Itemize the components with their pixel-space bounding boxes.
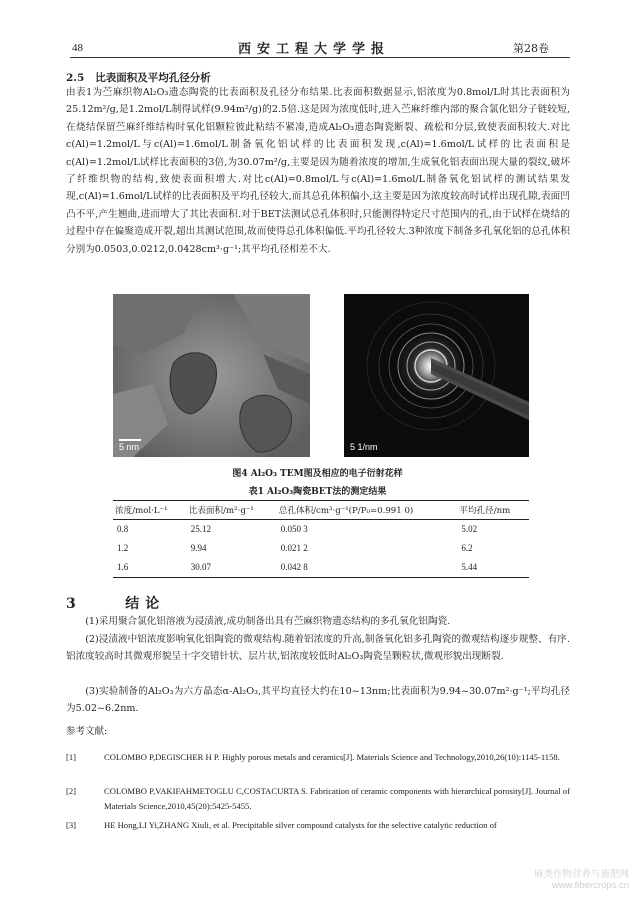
bet-results-table (113, 500, 529, 578)
reference-number: [2] (66, 786, 77, 796)
scale-label: 5 nm (119, 442, 140, 452)
cell-surface-area: 9.94 (190, 543, 207, 553)
page-number: 48 (72, 42, 83, 54)
section-paragraph: 由表1为苎麻织物Al₂O₃遗态陶瓷的比表面积及孔径分布结果.比表面积数据显示,铝浓度为0.8mol/L时其比表面积为25.12m²/g,是1.2mol/L制得试样(9.94m²/g)的2.5倍.这是因为浓度低时,进入苎麻纤维内部的聚合氯化铝分子链较短,在烧结保留苎麻纤维结构时氧化铝颗粒彼此粘结不紧凑,造成Al₂O₃遗态陶瓷断裂、疏松和分层,致使表面积较大.对比c(Al)=1.2mol/L与c(Al)=1.6mol/L制备氧化铝试样的比表面积发现,c(Al)=1.6mol/L试样的比表面积是c(Al)=1.2mol/L试样比表面积的3倍,为30.07m²/g,主要是因为随着浓度的增加,生成氧化铝表面出现大量的裂纹,破坏了纤维织物的结构,致使表面积增大.对比c(Al)=0.8mol/L与c(Al)=1.6mol/L制备氧化铝试样的测试结果发现,c(Al)=1.6mol/L试样的比表面积及平均孔径较大,而其总孔体积偏小,这主要是因为浓度较高时试样出现孔隙,表面凹凸不平,产生翘曲,进而增大了其比表面积.对于BET法测试总孔体积时,只能测得特定尺寸范围内的孔,由于试样在烧结的过程中存在偏聚造成开裂,超出其测试范围,故而使得总孔体积偏低.平均孔径较大.3种浓度下制备多孔氧化铝的总孔体积分别为0.0503,0.0212,0.0428cm³·g⁻¹;其平均孔径相差不大. (66, 87, 570, 255)
header-pore-size: 平均孔径/nm (457, 501, 529, 520)
conclusion-heading (66, 593, 165, 613)
section-number: 2.5 (66, 72, 85, 84)
journal-title: 西安工程大学学报 (238, 42, 391, 57)
watermark-url: www.fibercrops.cn (551, 880, 629, 891)
figure-caption: 图4 Al₂O₃ TEM图及相应的电子衍射花样 (232, 469, 403, 479)
watermark-text: 麻类作物营养与施肥网 (533, 869, 629, 880)
header-concentration: 浓度/mol·L⁻¹ (113, 501, 187, 520)
table-caption: 表1 Al₂O₃陶瓷BET法的测定结果 (248, 487, 387, 497)
diffraction-rings (344, 294, 529, 457)
conclusion-item: (3)实验制备的Al₂O₃为六方晶态α-Al₂O₃,其平均直径大约在10~13nm;比表面积为9.94~30.07m²·g⁻¹;平均孔径为5.02~6.2nm. (66, 686, 570, 715)
cell-pore-size: 6.2 (461, 543, 473, 553)
conclusion-title: 结论 (125, 596, 166, 612)
references-label: 参考文献: (66, 726, 108, 737)
reference-number: [3] (66, 820, 77, 830)
header-pore-volume: 总孔体积/cm³·g⁻¹(P/P₀=0.991 0) (277, 501, 458, 520)
section-title: 比表面积及平均孔径分析 (95, 72, 211, 84)
section-heading (66, 70, 211, 85)
cell-pore-volume: 0.050 3 (280, 524, 308, 534)
scale-bar (119, 439, 141, 441)
conclusion-item: (1)采用聚合氯化铝溶液为浸渍液,成功制备出具有苎麻织物遗态结构的多孔氧化铝陶瓷. (85, 616, 451, 627)
cell-surface-area: 25.12 (190, 524, 211, 534)
header-surface-area: 比表面积/m²·g⁻¹ (187, 501, 277, 520)
table-row (113, 539, 529, 558)
cell-pore-size: 5.02 (461, 524, 478, 534)
header-rule (70, 57, 570, 58)
diffraction-pattern (344, 294, 529, 457)
table-row (113, 558, 529, 578)
scale-label: 5 1/nm (350, 442, 378, 452)
cell-concentration: 1.6 (113, 558, 187, 578)
conclusion-item: (2)浸渍液中铝浓度影响氧化铝陶瓷的微观结构.随着铝浓度的升高,制备氧化铝多孔陶瓷的微观结构逐步规整、有序.铝浓度较高时其微观形貌呈十字交错针状、层片状,铝浓度较低时Al₂O₃陶瓷呈颗粒状,微观形貌出现断裂. (66, 634, 570, 663)
conclusion-number: 3 (66, 596, 82, 612)
cell-concentration: 0.8 (117, 524, 129, 534)
tem-texture (113, 294, 310, 457)
tem-image (113, 294, 310, 457)
cell-pore-volume: 0.021 2 (280, 543, 308, 553)
reference-text: COLOMBO P,DEGISCHER H P. Highly porous metals and ceramics[J]. Materials Science and Technology,2010,26(10):1145-1158. (104, 752, 560, 762)
table-header-row (113, 501, 529, 520)
cell-surface-area: 30.07 (187, 558, 277, 578)
reference-text: HE Hong,LI Yi,ZHANG Xiuli, et al. Precipitable silver compound catalysts for the selective catalytic reduction of (104, 820, 497, 830)
reference-number: [1] (66, 752, 77, 762)
cell-pore-volume: 0.042 8 (277, 558, 458, 578)
cell-concentration: 1.2 (117, 543, 129, 553)
volume-label: 第28卷 (513, 42, 549, 55)
cell-pore-size: 5.44 (457, 558, 529, 578)
table-row (113, 520, 529, 540)
reference-text: COLOMBO P,VAKIFAHMETOGLU C,COSTACURTA S. Fabrication of ceramic components with hierarchical porosity[J]. Journal of Materials Science,2010,45(20):5425-5455. (104, 786, 570, 811)
